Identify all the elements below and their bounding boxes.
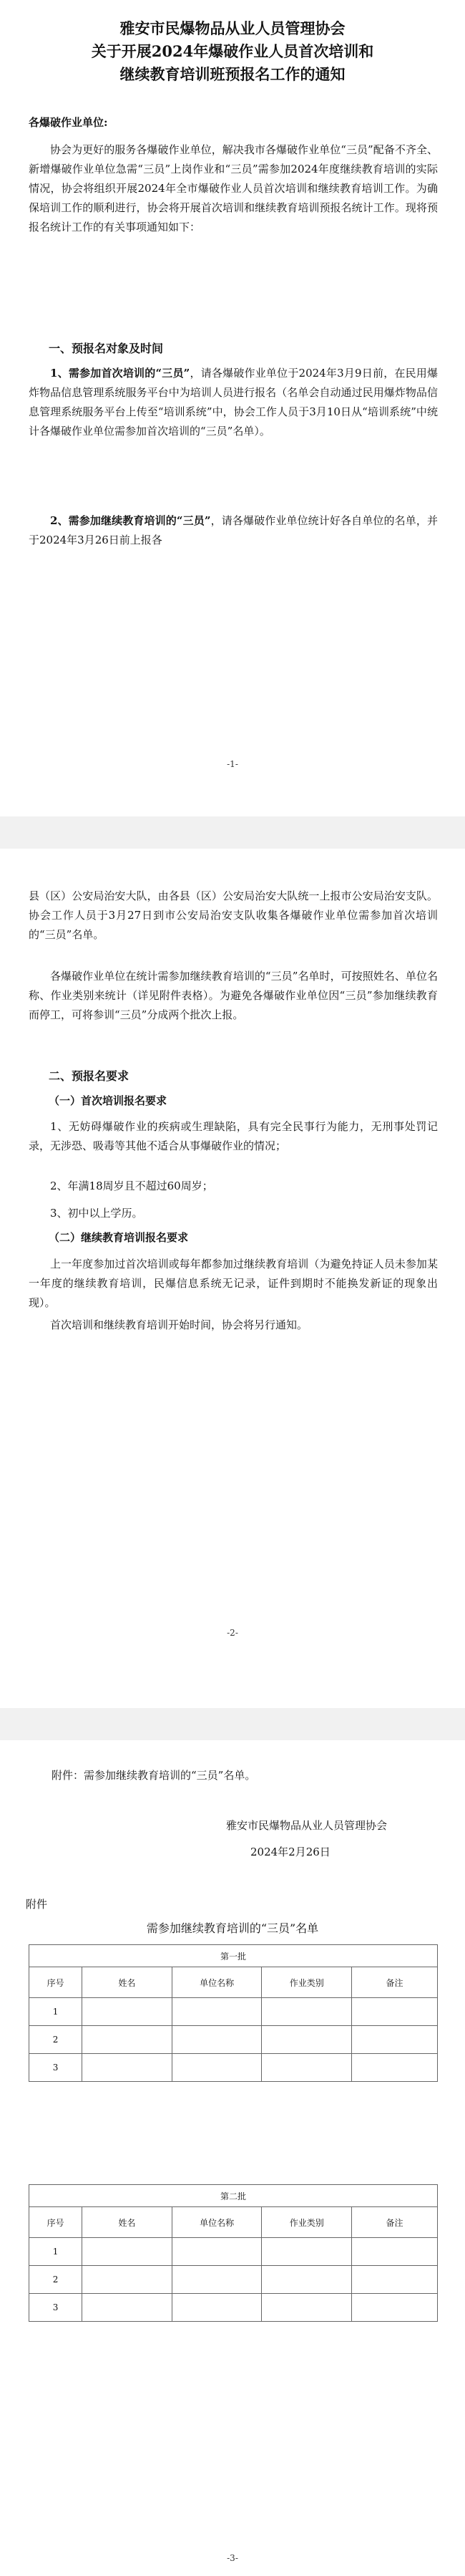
- page-number-3: -3-: [227, 2553, 238, 2563]
- col-header-name: 姓名: [82, 2207, 172, 2238]
- col-header-remark: 备注: [352, 2207, 438, 2238]
- page-gap: [0, 1708, 465, 1740]
- attachment-note: 附件：需参加继续教育培训的“三员”名单。: [52, 1769, 256, 1782]
- subsection-2-heading: （二）继续教育培训报名要求: [49, 1231, 189, 1244]
- section-2-heading: 二、预报名要求: [49, 1069, 129, 1083]
- closing-paragraph: 首次培训和继续教育培训开始时间，协会将另行通知。: [50, 1318, 308, 1331]
- row-no: 1: [29, 2238, 82, 2266]
- col-header-category: 作业类别: [262, 2207, 352, 2238]
- batch-1-table: [29, 1944, 438, 2082]
- col-header-unit: 单位名称: [172, 2207, 262, 2238]
- table-row: [29, 2294, 438, 2322]
- item-2-text-p1: ，请各爆破作业单位统计好各自单位的名单，并于2024年3月26日前上报各: [29, 514, 438, 546]
- col-header-name: 姓名: [82, 1967, 172, 1998]
- annex-title: 需参加继续教育培训的“三员”名单: [146, 1921, 319, 1935]
- col-header-unit: 单位名称: [172, 1967, 262, 1998]
- item-1-lead: 1、需参加首次培训的“三员”: [50, 367, 190, 380]
- sub2-text: 上一年度参加过首次培训或每年都参加过继续教育培训（为避免持证人员未参加某一年度的继续教育培训，民爆信息系统无记录，证件到期时不能换发新证的现象出现）。: [29, 1258, 438, 1309]
- item-2-extra: 各爆破作业单位在统计需参加继续教育培训的“三员”名单时，可按照姓名、单位名称、作业类别来统计（详见附件表格）。为避免各爆破作业单位因“三员”参加继续教育而停工，可将参训“三员”分成两个批次上报。: [29, 970, 438, 1021]
- item-1-text: ，请各爆破作业单位于2024年3月9日前，在民用爆炸物品信息管理系统服务平台中为培训人员进行报名（名单会自动通过民用爆炸物品信息管理系统服务平台上传至“培训系统”中，协会工作人员于3月10日从“培训系统”中统计各爆破作业单位需参加首次培训的“三员”名单）。: [29, 367, 438, 438]
- col-header-no: 序号: [29, 2207, 82, 2238]
- section-1-item-1: [29, 364, 438, 441]
- section-1-heading: 一、预报名对象及时间: [49, 342, 164, 355]
- document-page-1: [0, 0, 465, 816]
- table-row: [29, 1998, 438, 2026]
- signature-date: 2024年2月26日: [250, 1846, 331, 1858]
- salutation: 各爆破作业单位:: [29, 116, 108, 129]
- col-header-category: 作业类别: [262, 1967, 352, 1998]
- row-no: 3: [29, 2294, 82, 2322]
- page-number-2: -2-: [227, 1628, 238, 1638]
- sub1-item-3: 3、初中以上学历。: [50, 1207, 143, 1220]
- col-header-remark: 备注: [352, 1967, 438, 1998]
- signature-org: 雅安市民爆物品从业人员管理协会: [226, 1819, 388, 1832]
- intro-paragraph: 协会为更好的服务各爆破作业单位，解决我市各爆破作业单位“三员”配备不齐全、新增爆破作业单位急需“三员”上岗作业和“三员”需参加2024年度继续教育培训的实际情况，协会将组织开展2024年全市爆破作业人员首次培训和继续教育培训工作。为确保培训工作的顺利进行，协会将开展首次培训和继续教育培训预报名统计工作。现将预报名统计工作的有关事项通知如下：: [29, 143, 438, 233]
- row-no: 1: [29, 1998, 82, 2026]
- item-2-text-p2: 县（区）公安局治安大队，由各县（区）公安局治安大队统一上报市公安局治安支队。协会工作人员于3月27日到市公安局治安支队收集各爆破作业单位需参加首次培训的“三员”名单。: [29, 889, 438, 941]
- page-number-1: -1-: [227, 759, 238, 769]
- batch-2-caption: 第二批: [29, 2185, 438, 2207]
- table-row: [29, 2026, 438, 2054]
- row-no: 3: [29, 2054, 82, 2082]
- page-gap: [0, 816, 465, 849]
- item-2-lead: 2、需参加继续教育培训的“三员”: [50, 514, 211, 527]
- section-1-item-2: [29, 511, 438, 550]
- document-page-3: [0, 1740, 465, 2576]
- table-row: [29, 2266, 438, 2294]
- subsection-1-heading: （一）首次培训报名要求: [49, 1094, 167, 1107]
- table-row: [29, 2054, 438, 2082]
- title-line-2: 关于开展2024年爆破作业人员首次培训和: [91, 42, 374, 60]
- document-page-2: [0, 849, 465, 1708]
- annex-label: 附件: [26, 1898, 48, 1911]
- row-no: 2: [29, 2266, 82, 2294]
- sub1-item-1: 1、无妨碍爆破作业的疾病或生理缺陷，具有完全民事行为能力，无刑事处罚记录，无涉恐、吸毒等其他不适合从事爆破作业的情况；: [29, 1120, 438, 1152]
- row-no: 2: [29, 2026, 82, 2054]
- title-line-3: 继续教育培训班预报名工作的通知: [119, 65, 346, 83]
- table-row: [29, 2238, 438, 2266]
- title-line-1: 雅安市民爆物品从业人员管理协会: [119, 19, 346, 37]
- batch-2-table: [29, 2184, 438, 2322]
- batch-1-caption: 第一批: [29, 1945, 438, 1967]
- sub1-item-2: 2、年满18周岁且不超过60周岁；: [50, 1180, 213, 1192]
- col-header-no: 序号: [29, 1967, 82, 1998]
